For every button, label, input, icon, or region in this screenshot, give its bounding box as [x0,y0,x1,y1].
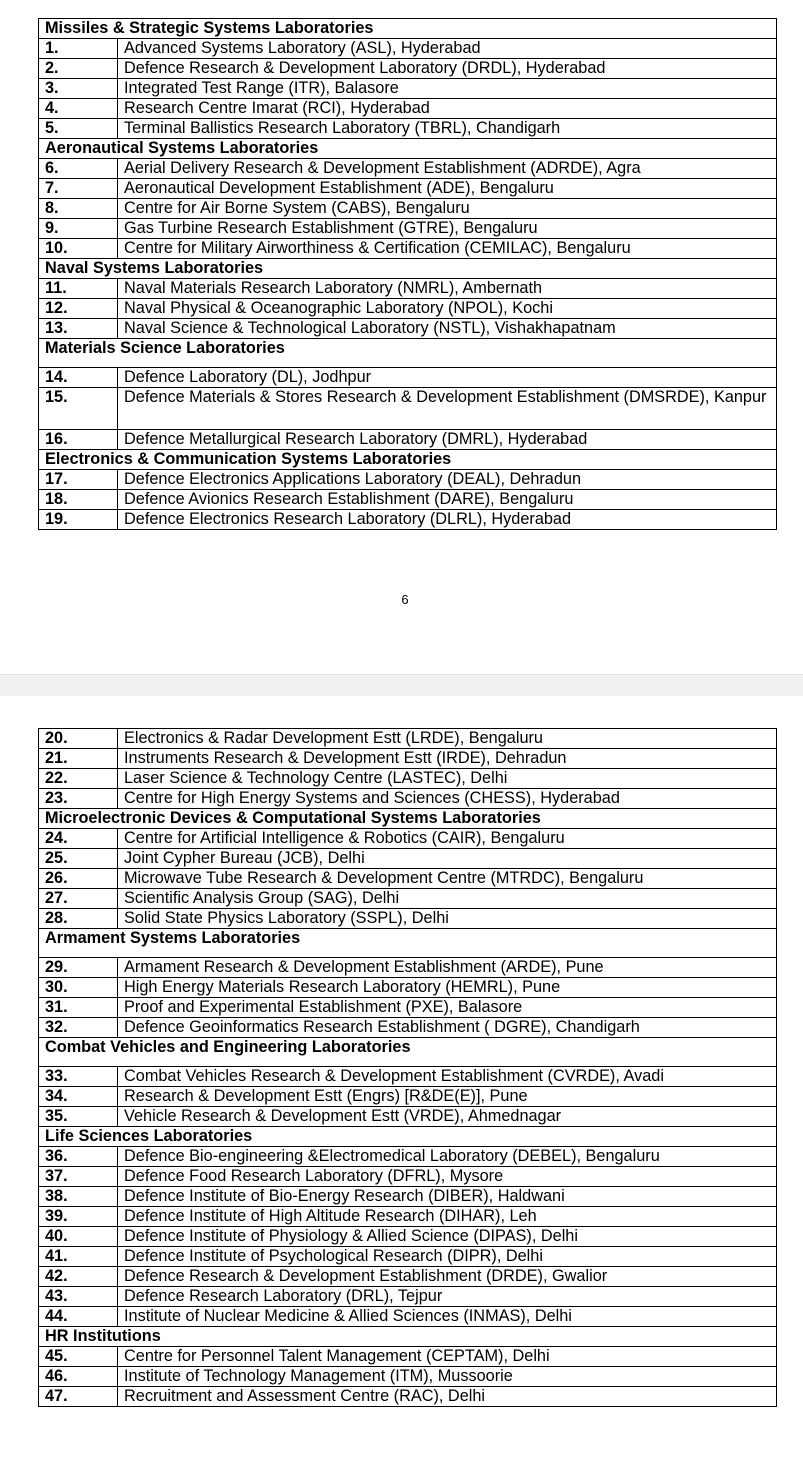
section-header-row [39,929,777,958]
laboratory-name: Defence Metallurgical Research Laboratory (DMRL), Hyderabad [118,430,777,450]
table-row [39,1287,777,1307]
laboratory-name: Recruitment and Assessment Centre (RAC), Delhi [118,1387,777,1407]
laboratory-name: Defence Electronics Applications Laboratory (DEAL), Dehradun [118,470,777,490]
table-row [39,1387,777,1407]
document-page-1 [0,0,803,640]
laboratory-name: Instruments Research & Development Estt (IRDE), Dehradun [118,749,777,769]
table-row [39,239,777,259]
table-body [39,19,777,530]
table-row [39,729,777,749]
table-row [39,849,777,869]
row-number: 12. [39,299,118,319]
row-number: 19. [39,510,118,530]
table-row [39,179,777,199]
table-row [39,99,777,119]
section-title: Naval Systems Laboratories [39,259,777,279]
row-number: 18. [39,490,118,510]
table-row [39,829,777,849]
laboratory-name: Defence Avionics Research Establishment (DARE), Bengaluru [118,490,777,510]
section-title: Materials Science Laboratories [39,339,777,368]
table-row [39,769,777,789]
laboratory-name: Defence Institute of Physiology & Allied Science (DIPAS), Delhi [118,1227,777,1247]
row-number: 17. [39,470,118,490]
laboratory-name: Centre for Artificial Intelligence & Robotics (CAIR), Bengaluru [118,829,777,849]
table-row [39,1187,777,1207]
table-row [39,1147,777,1167]
laboratory-name: Defence Laboratory (DL), Jodhpur [118,368,777,388]
row-number: 21. [39,749,118,769]
row-number: 44. [39,1307,118,1327]
table-row [39,1018,777,1038]
table-row [39,1087,777,1107]
table-row [39,1227,777,1247]
section-title: Life Sciences Laboratories [39,1127,777,1147]
laboratory-name: Gas Turbine Research Establishment (GTRE), Bengaluru [118,219,777,239]
table-row [39,319,777,339]
laboratory-name: Defence Institute of Psychological Research (DIPR), Delhi [118,1247,777,1267]
table-row [39,510,777,530]
section-header-row [39,139,777,159]
row-number: 29. [39,958,118,978]
row-number: 8. [39,199,118,219]
row-number: 6. [39,159,118,179]
row-number: 46. [39,1367,118,1387]
laboratory-name: Armament Research & Development Establishment (ARDE), Pune [118,958,777,978]
table-row [39,1107,777,1127]
laboratory-name: Microwave Tube Research & Development Centre (MTRDC), Bengaluru [118,869,777,889]
row-number: 45. [39,1347,118,1367]
section-header-row [39,259,777,279]
row-number: 32. [39,1018,118,1038]
document-page-2 [0,696,803,1470]
row-number: 1. [39,39,118,59]
row-number: 34. [39,1087,118,1107]
table-row [39,159,777,179]
laboratory-name: Defence Institute of High Altitude Research (DIHAR), Leh [118,1207,777,1227]
row-number: 27. [39,889,118,909]
laboratory-name: Defence Materials & Stores Research & Development Establishment (DMSRDE), Kanpur [118,388,777,430]
section-header-row [39,450,777,470]
table-row [39,978,777,998]
laboratory-name: Institute of Technology Management (ITM), Mussoorie [118,1367,777,1387]
table-row [39,59,777,79]
row-number: 38. [39,1187,118,1207]
laboratory-name: Terminal Ballistics Research Laboratory (TBRL), Chandigarh [118,119,777,139]
section-title: Combat Vehicles and Engineering Laboratories [39,1038,777,1067]
table-row [39,889,777,909]
laboratory-name: Defence Food Research Laboratory (DFRL), Mysore [118,1167,777,1187]
laboratory-name: Naval Materials Research Laboratory (NMRL), Ambernath [118,279,777,299]
table-row [39,1267,777,1287]
row-number: 41. [39,1247,118,1267]
laboratory-name: Defence Research Laboratory (DRL), Tejpur [118,1287,777,1307]
row-number: 25. [39,849,118,869]
row-number: 39. [39,1207,118,1227]
row-number: 20. [39,729,118,749]
row-number: 26. [39,869,118,889]
table-row [39,199,777,219]
table-body [39,729,777,1407]
laboratory-name: Laser Science & Technology Centre (LASTEC), Delhi [118,769,777,789]
laboratory-name: Centre for High Energy Systems and Sciences (CHESS), Hyderabad [118,789,777,809]
row-number: 5. [39,119,118,139]
page-number: 6 [401,592,409,607]
table-row [39,958,777,978]
row-number: 30. [39,978,118,998]
section-header-row [39,19,777,39]
table-row [39,1307,777,1327]
laboratory-name: Centre for Personnel Talent Management (CEPTAM), Delhi [118,1347,777,1367]
laboratory-name: Vehicle Research & Development Estt (VRDE), Ahmednagar [118,1107,777,1127]
laboratory-name: Defence Bio-engineering &Electromedical Laboratory (DEBEL), Bengaluru [118,1147,777,1167]
section-header-row [39,339,777,368]
table-row [39,1367,777,1387]
row-number: 16. [39,430,118,450]
table-row [39,1347,777,1367]
laboratory-name: Joint Cypher Bureau (JCB), Delhi [118,849,777,869]
table-row [39,749,777,769]
row-number: 47. [39,1387,118,1407]
laboratory-name: Defence Institute of Bio-Energy Research (DIBER), Haldwani [118,1187,777,1207]
row-number: 9. [39,219,118,239]
row-number: 43. [39,1287,118,1307]
section-title: Missiles & Strategic Systems Laboratories [39,19,777,39]
laboratory-name: Defence Research & Development Establishment (DRDE), Gwalior [118,1267,777,1287]
row-number: 3. [39,79,118,99]
row-number: 37. [39,1167,118,1187]
laboratory-name: High Energy Materials Research Laboratory (HEMRL), Pune [118,978,777,998]
row-number: 15. [39,388,118,430]
row-number: 35. [39,1107,118,1127]
laboratory-name: Centre for Military Airworthiness & Certification (CEMILAC), Bengaluru [118,239,777,259]
table-row [39,219,777,239]
laboratory-name: Combat Vehicles Research & Development Establishment (CVRDE), Avadi [118,1067,777,1087]
laboratory-name: Research Centre Imarat (RCI), Hyderabad [118,99,777,119]
laboratory-name: Institute of Nuclear Medicine & Allied Sciences (INMAS), Delhi [118,1307,777,1327]
table-row [39,388,777,430]
table-row [39,279,777,299]
table-row [39,789,777,809]
page-separator [0,674,803,697]
table-row [39,1247,777,1267]
section-header-row [39,809,777,829]
table-row [39,1167,777,1187]
laboratory-name: Scientific Analysis Group (SAG), Delhi [118,889,777,909]
section-header-row [39,1127,777,1147]
section-title: Aeronautical Systems Laboratories [39,139,777,159]
row-number: 4. [39,99,118,119]
section-title: Electronics & Communication Systems Laboratories [39,450,777,470]
row-number: 23. [39,789,118,809]
laboratory-name: Naval Physical & Oceanographic Laboratory (NPOL), Kochi [118,299,777,319]
row-number: 13. [39,319,118,339]
laboratory-name: Centre for Air Borne System (CABS), Bengaluru [118,199,777,219]
row-number: 10. [39,239,118,259]
section-title: Microelectronic Devices & Computational Systems Laboratories [39,809,777,829]
laboratory-name: Aerial Delivery Research & Development Establishment (ADRDE), Agra [118,159,777,179]
laboratory-name: Electronics & Radar Development Estt (LRDE), Bengaluru [118,729,777,749]
table-row [39,299,777,319]
table-row [39,430,777,450]
table-row [39,1207,777,1227]
laboratory-name: Defence Electronics Research Laboratory (DLRL), Hyderabad [118,510,777,530]
laboratories-table-page-2 [38,728,777,1407]
laboratory-name: Defence Research & Development Laboratory (DRDL), Hyderabad [118,59,777,79]
table-row [39,119,777,139]
table-row [39,79,777,99]
laboratory-name: Aeronautical Development Establishment (ADE), Bengaluru [118,179,777,199]
row-number: 2. [39,59,118,79]
row-number: 28. [39,909,118,929]
section-title: HR Institutions [39,1327,777,1347]
row-number: 14. [39,368,118,388]
row-number: 11. [39,279,118,299]
row-number: 7. [39,179,118,199]
table-row [39,470,777,490]
table-row [39,869,777,889]
row-number: 24. [39,829,118,849]
row-number: 40. [39,1227,118,1247]
laboratory-name: Integrated Test Range (ITR), Balasore [118,79,777,99]
laboratory-name: Proof and Experimental Establishment (PXE), Balasore [118,998,777,1018]
section-header-row [39,1327,777,1347]
row-number: 33. [39,1067,118,1087]
table-row [39,368,777,388]
row-number: 31. [39,998,118,1018]
laboratories-table-page-1 [38,18,777,530]
row-number: 42. [39,1267,118,1287]
section-header-row [39,1038,777,1067]
table-row [39,490,777,510]
table-row [39,909,777,929]
laboratory-name: Research & Development Estt (Engrs) [R&DE(E)], Pune [118,1087,777,1107]
table-row [39,998,777,1018]
table-row [39,39,777,59]
section-title: Armament Systems Laboratories [39,929,777,958]
laboratory-name: Solid State Physics Laboratory (SSPL), Delhi [118,909,777,929]
row-number: 22. [39,769,118,789]
laboratory-name: Defence Geoinformatics Research Establishment ( DGRE), Chandigarh [118,1018,777,1038]
laboratory-name: Naval Science & Technological Laboratory (NSTL), Vishakhapatnam [118,319,777,339]
laboratory-name: Advanced Systems Laboratory (ASL), Hyderabad [118,39,777,59]
table-row [39,1067,777,1087]
row-number: 36. [39,1147,118,1167]
